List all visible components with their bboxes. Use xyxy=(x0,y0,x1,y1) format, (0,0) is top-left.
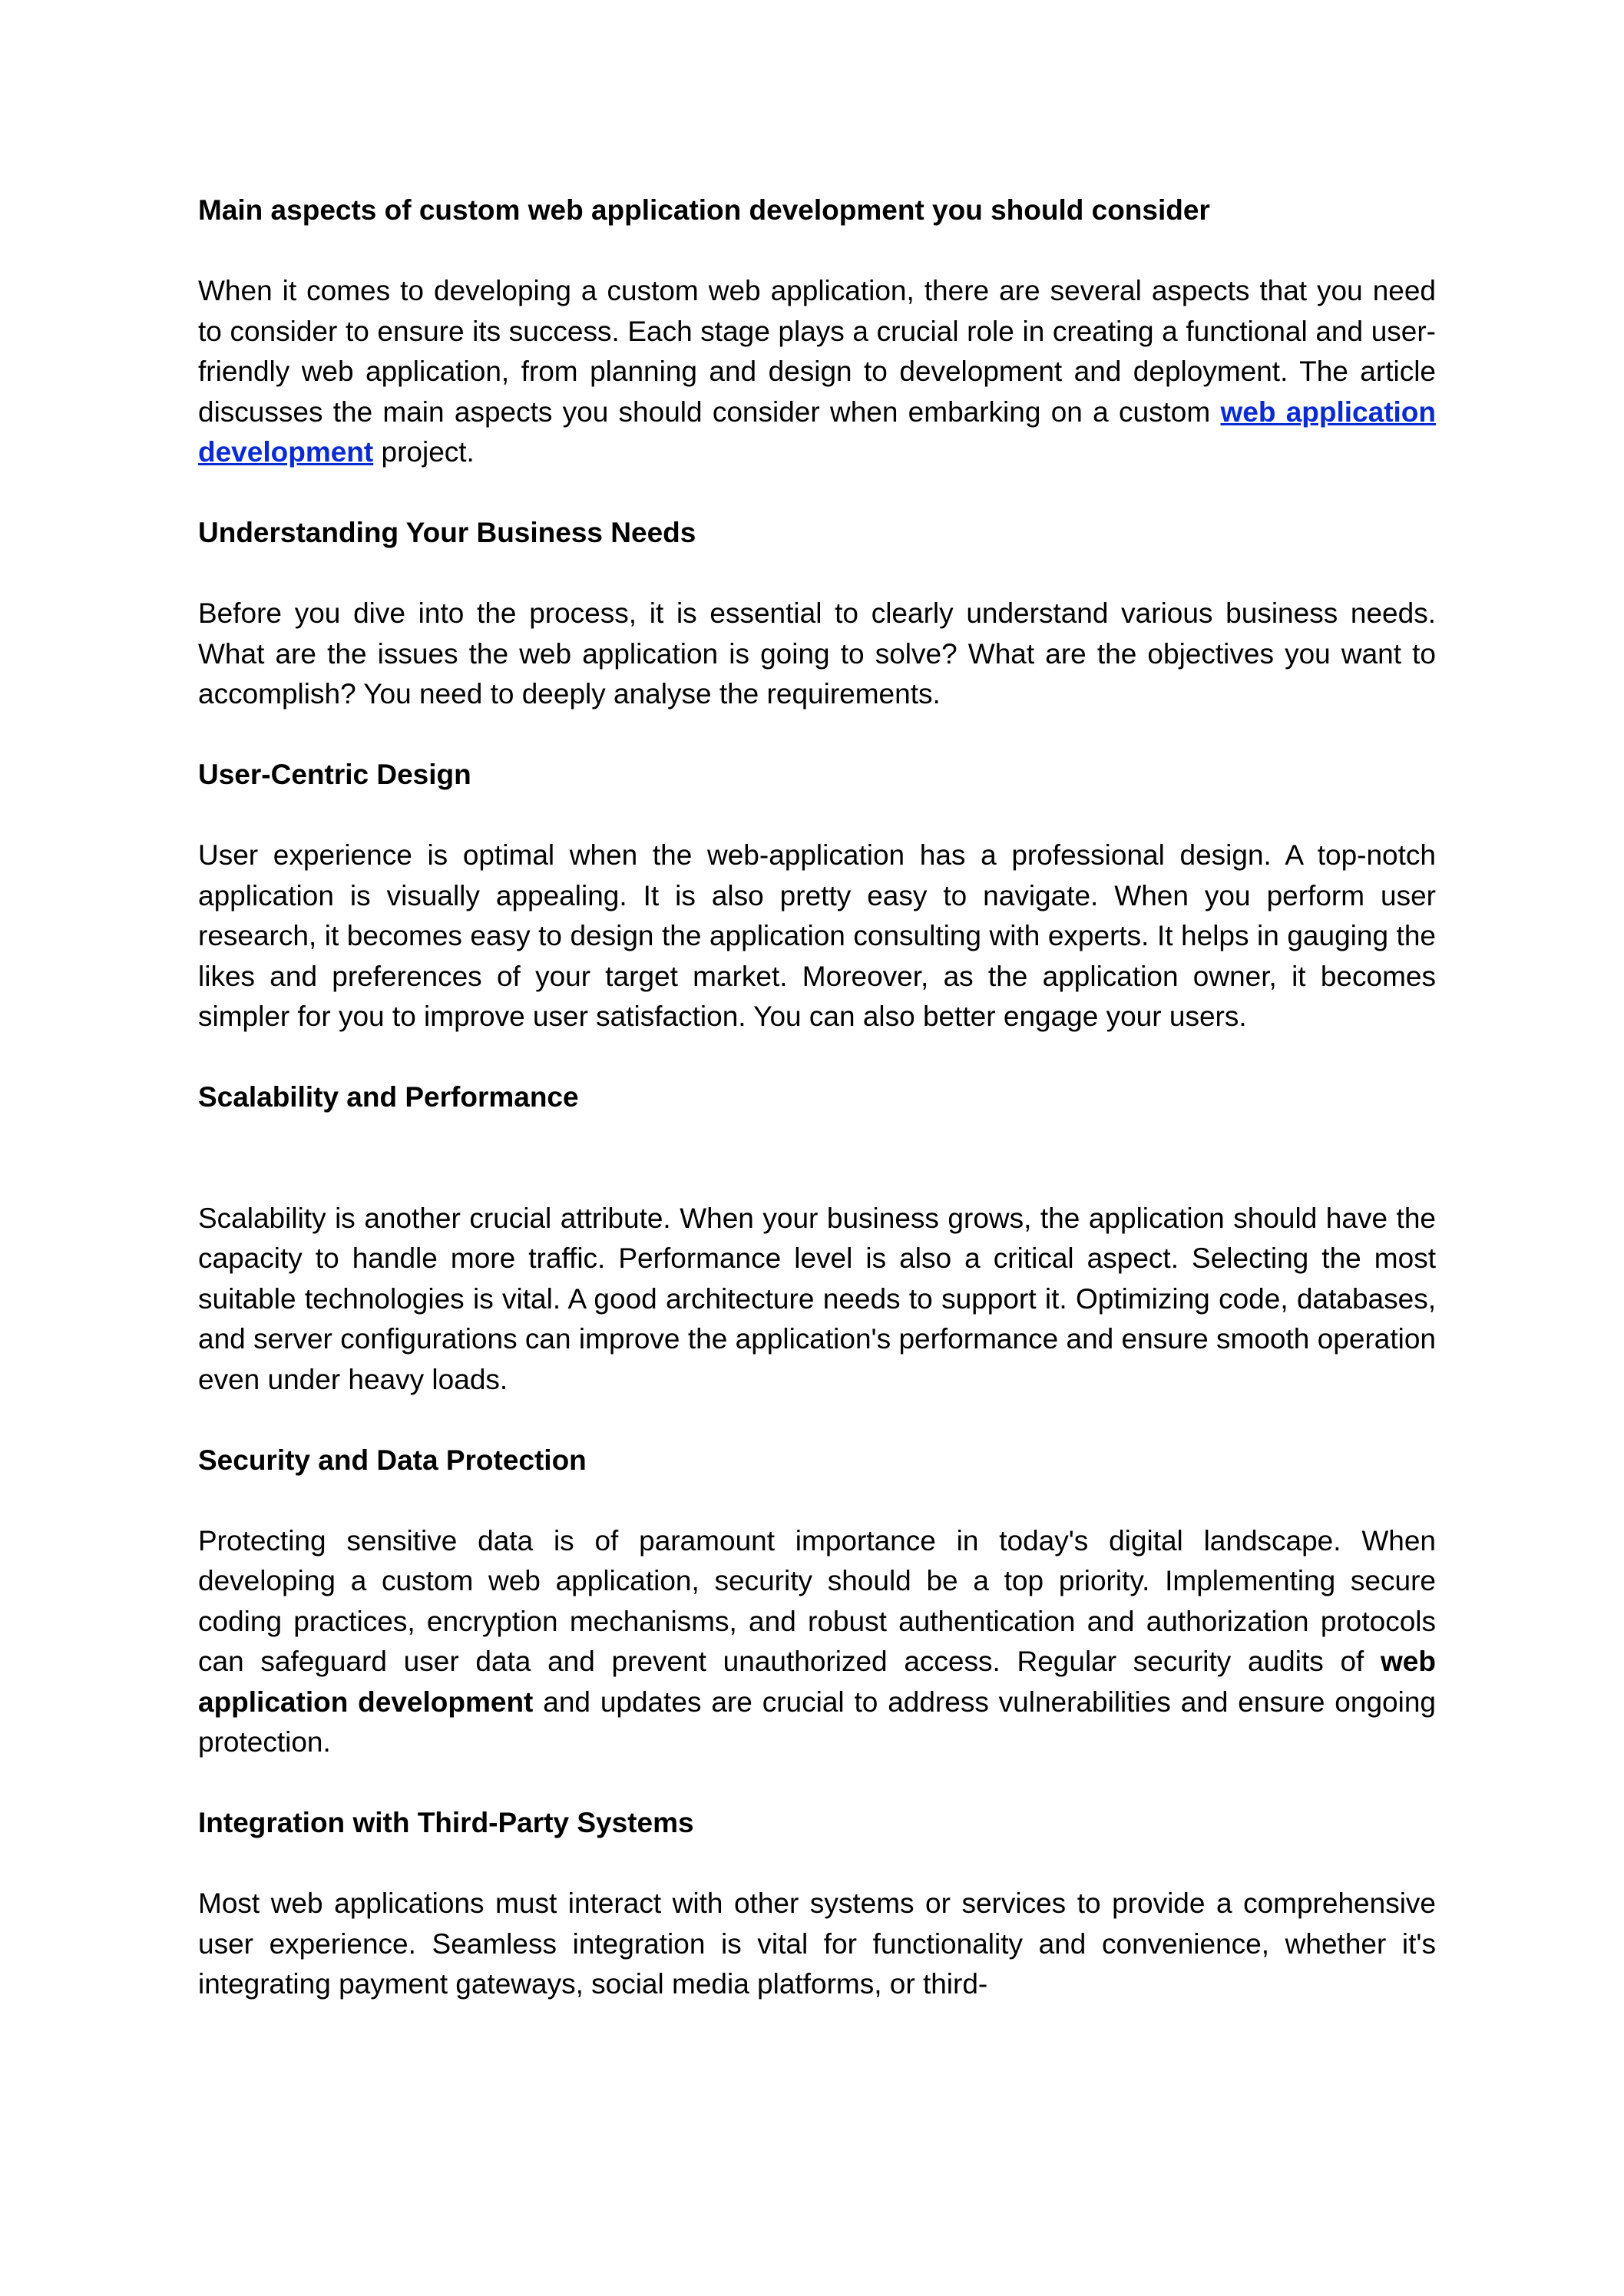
spacer xyxy=(198,473,1436,514)
section-heading-business-needs: Understanding Your Business Needs xyxy=(198,517,696,548)
section-heading-security: Security and Data Protection xyxy=(198,1444,587,1476)
security-bold-phrase: web application development xyxy=(198,1646,1436,1718)
document-content xyxy=(198,190,1436,2005)
intro-text-end: project. xyxy=(373,436,475,468)
section-body-scalability: Scalability is another crucial attribute. When your business grows, the application should have the capacity to handle more traffic. Performance level is also a critical aspect. Selecting the most suitable technologies is vital. A good architecture needs to support it. Optimizing code, databases, and server configurations can improve the application's performance and ensure smooth operation even under heavy loads. xyxy=(198,1202,1436,1395)
web-application-development-link[interactable]: web application development xyxy=(198,395,1437,468)
section-heading-scalability: Scalability and Performance xyxy=(198,1081,579,1113)
section-heading-integration: Integration with Third-Party Systems xyxy=(198,1807,694,1838)
spacer xyxy=(198,1037,1436,1078)
spacer xyxy=(198,1844,1436,1884)
document-title: Main aspects of custom web application development you should consider xyxy=(198,194,1210,226)
intro-paragraph xyxy=(198,271,1436,473)
spacer xyxy=(198,231,1436,272)
spacer xyxy=(198,1763,1436,1804)
spacer xyxy=(198,1480,1436,1521)
intro-text: When it comes to developing a custom web application, there are several aspects that you need to consider to ensure its success. Each stage plays a crucial role in creating a functional and user-friendly web application, from planning and design to development and deployment. The article discusses the main aspects you should consider when embarking on a custom xyxy=(198,275,1436,428)
section-heading-user-centric-design: User-Centric Design xyxy=(198,759,471,790)
spacer xyxy=(198,1400,1436,1441)
spacer xyxy=(198,1118,1436,1199)
section-body-user-centric-design: User experience is optimal when the web-application has a professional design. A top-notch application is visually appealing. It is also pretty easy to navigate. When you perform user research, it becomes easy to design the application consulting with experts. It helps in gauging the likes and preferences of your target market. Moreover, as the application owner, it becomes simpler for you to improve user satisfaction. You can also better engage your users. xyxy=(198,839,1436,1032)
spacer xyxy=(198,715,1436,756)
section-body-integration: Most web applications must interact with other systems or services to provide a comprehensive user experience. Seamless integration is vital for functionality and convenience, whether it's integrating payment gateways, social media platforms, or third- xyxy=(198,1887,1436,2000)
section-body-security xyxy=(198,1521,1436,1763)
spacer xyxy=(198,796,1436,836)
section-body-business-needs: Before you dive into the process, it is essential to clearly understand various business needs. What are the issues the web application is going to solve? What are the objectives you want to accomplish? You need to deeply analyse the requirements. xyxy=(198,597,1436,710)
security-text: Protecting sensitive data is of paramount importance in today's digital landscape. When developing a custom web application, security should be a top priority. Implementing secure coding practices, encryption mechanisms, and robust authentication and authorization protocols can safeguard user data and prevent unauthorized access. Regular security audits of xyxy=(198,1524,1436,1677)
security-text-end: and updates are crucial to address vulnerabilities and ensure ongoing protection. xyxy=(198,1686,1436,1758)
spacer xyxy=(198,554,1436,594)
